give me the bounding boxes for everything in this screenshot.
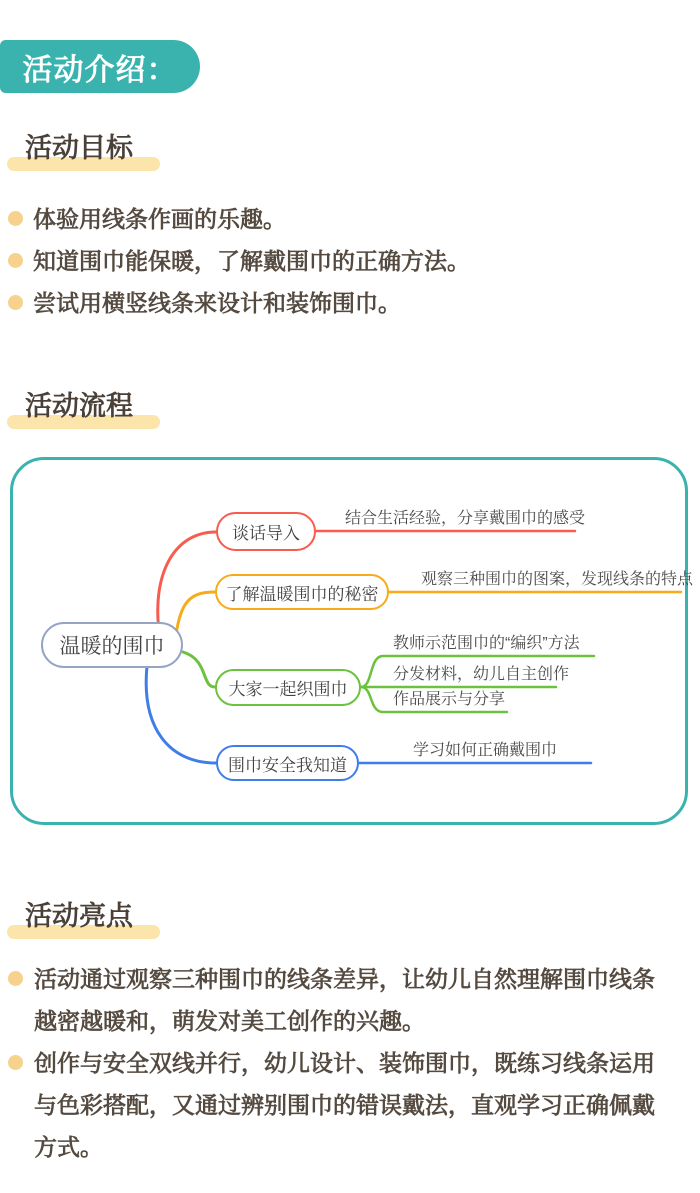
highlights-heading (25, 900, 133, 932)
bullet-dot-icon (8, 971, 23, 986)
goal-text: 体验用线条作画的乐趣。 (33, 206, 286, 232)
mindmap-root-node: 温暖的围巾 (41, 622, 183, 668)
highlight-item (8, 1042, 676, 1168)
highlight-item (8, 958, 676, 1042)
goal-item (8, 244, 680, 278)
highlight-text: 活动通过观察三种围巾的线条差异，让幼儿自然理解围巾线条越密越暖和，萌发对美工创作的兴趣。 (34, 966, 655, 1034)
branch-curve-green (183, 652, 215, 687)
bullet-dot-icon (8, 253, 23, 268)
intro-title-badge (0, 40, 200, 93)
mindmap-node-talk-intro: 谈话导入 (216, 512, 316, 551)
goal-text: 尝试用横竖线条来设计和装饰围巾。 (33, 290, 401, 316)
highlights-heading-label: 活动亮点 (25, 901, 133, 931)
bullet-dot-icon (8, 295, 23, 310)
mindmap-child-label: 教师示范围巾的“编织”方法 (393, 635, 580, 652)
mindmap-child-label: 观察三种围巾的图案，发现线条的特点 (421, 571, 694, 588)
highlights-list (8, 958, 676, 1168)
goal-item (8, 286, 680, 320)
intro-title-label: 活动介绍： (22, 53, 178, 87)
goal-text: 知道围巾能保暖，了解戴围巾的正确方法。 (33, 248, 470, 274)
mindmap-container (10, 457, 694, 825)
mindmap-child-label: 学习如何正确戴围巾 (413, 742, 558, 759)
goal-item (8, 202, 680, 236)
goals-heading-label: 活动目标 (25, 133, 133, 163)
mindmap-node-knit-together: 大家一起织围巾 (215, 669, 361, 706)
mindmap-node-scarf-secret: 了解温暖围巾的秘密 (215, 574, 389, 610)
mindmap-child-label: 作品展示与分享 (393, 691, 506, 708)
process-heading (25, 390, 133, 422)
process-heading-label: 活动流程 (25, 391, 133, 421)
mindmap (13, 460, 694, 828)
bullet-dot-icon (8, 211, 23, 226)
highlight-text: 创作与安全双线并行，幼儿设计、装饰围巾，既练习线条运用与色彩搭配，又通过辨别围巾的错误戴法，直观学习正确佩戴方式。 (34, 1050, 655, 1160)
mindmap-node-scarf-safety: 围巾安全我知道 (216, 745, 359, 781)
goals-heading (25, 132, 133, 164)
bullet-dot-icon (8, 1055, 23, 1070)
mindmap-child-label: 分发材料，幼儿自主创作 (393, 666, 570, 683)
mindmap-child-label: 结合生活经验，分享戴围巾的感受 (345, 510, 586, 527)
